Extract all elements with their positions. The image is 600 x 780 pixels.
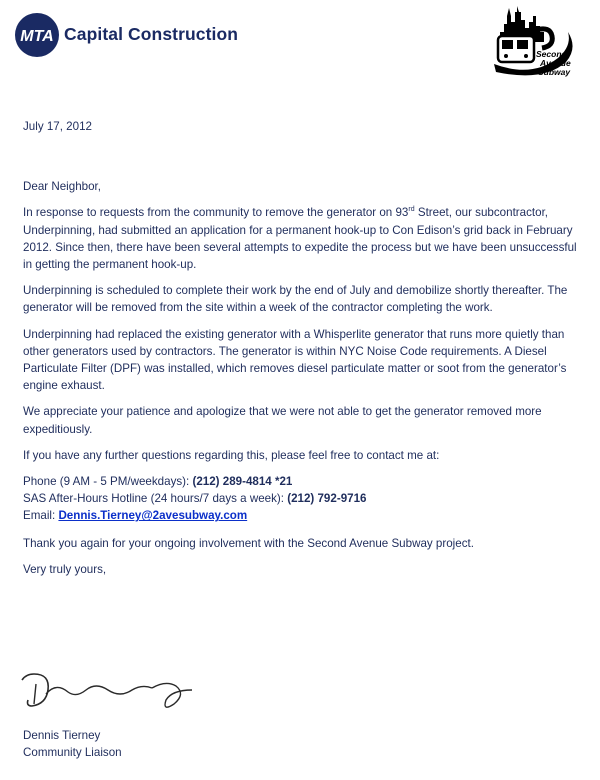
letter-body (23, 118, 583, 578)
ordinal-suffix: rd (408, 206, 415, 214)
paragraph-2: Underpinning is scheduled to complete their work by the end of July and demobilize shortly thereafter. The generator will be removed from the site within a week of the contractor completing the work. (23, 284, 568, 315)
wordmark-line-1: Second (536, 49, 567, 59)
signer-name: Dennis Tierney (23, 729, 101, 742)
paragraph-1-part-a: In response to requests from the community to remove the generator on 93 (23, 206, 409, 220)
paragraph-3: Underpinning had replaced the existing generator with a Whisperlite generator that runs more quietly than other generators used by contractors. The generator is within NYC Noise Code requirements. A Diesel Particulate Filter (DPF) was installed, which removes diesel particulate matter or soot from the generator’s engine exhaust. (23, 327, 567, 393)
handwritten-signature (16, 660, 206, 715)
hotline-number: (212) 792-9716 (287, 492, 367, 506)
contact-block (23, 473, 583, 525)
second-avenue-subway-wordmark (536, 50, 571, 77)
hotline-label: SAS After-Hours Hotline (24 hours/7 days a week): (23, 492, 288, 506)
paragraph-1 (23, 204, 583, 273)
mta-logo (14, 12, 60, 58)
contact-phone (23, 473, 583, 490)
letterhead (0, 0, 600, 90)
signer-title: Community Liaison (23, 746, 122, 759)
mta-logo-text: MTA (20, 28, 54, 45)
signer-block (23, 727, 122, 761)
salutation: Dear Neighbor, (23, 180, 101, 194)
org-name: Capital Construction (64, 24, 239, 44)
paragraph-4: We appreciate your patience and apologize that we were not able to get the generator removed more expeditiously. (23, 405, 542, 436)
wordmark-line-3: Subway (538, 67, 571, 77)
wordmark-line-2: Avenue (540, 58, 571, 68)
email-label: Email: (23, 509, 59, 523)
email-link[interactable]: Dennis.Tierney@2avesubway.com (58, 509, 248, 523)
letter-date: July 17, 2012 (23, 120, 92, 133)
contact-email (23, 507, 583, 524)
paragraph-5: If you have any further questions regarding this, please feel free to contact me at: (23, 448, 440, 462)
contact-hotline (23, 490, 583, 507)
closing: Very truly yours, (23, 562, 107, 576)
thank-you-line: Thank you again for your ongoing involvement with the Second Avenue Subway project. (23, 536, 474, 550)
phone-number: (212) 289-4814 *21 (192, 475, 293, 489)
phone-label: Phone (9 AM - 5 PM/weekdays): (23, 475, 193, 489)
paragraph-1-part-b: Street, our subcontractor, Underpinning, had submitted an application for a permanent hook-up to Con Edison’s grid back in February 2012. Since then, there have been several attempts to expedite the process but we have been unsuccessful in getting the permanent hook-up. (23, 206, 577, 272)
